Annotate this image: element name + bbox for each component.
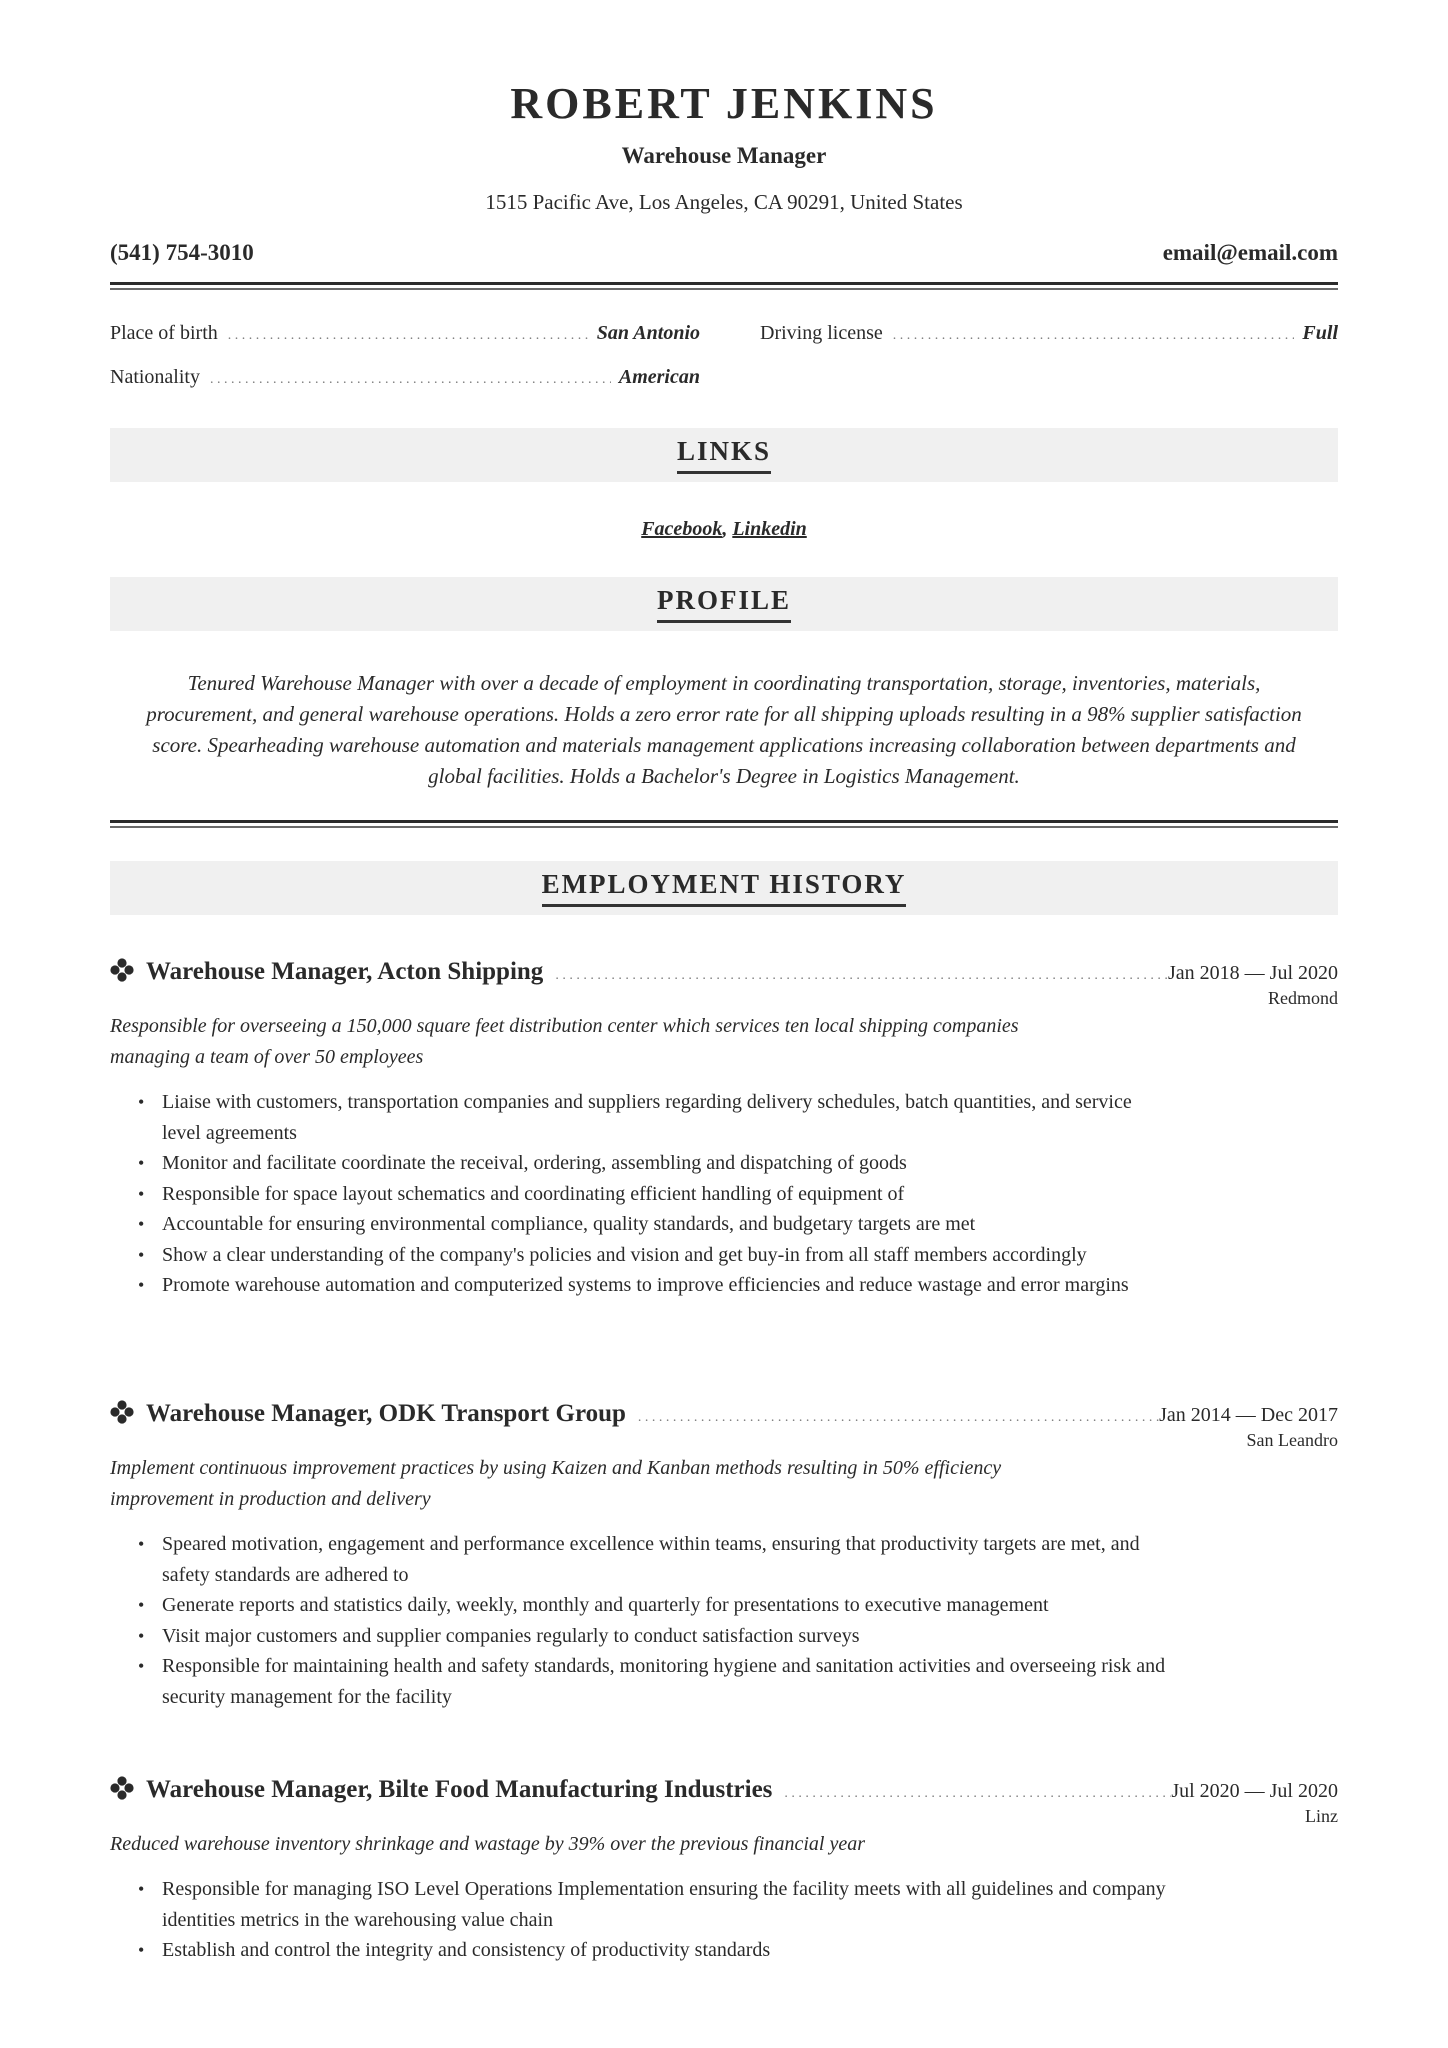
dotted-leader [893, 328, 1295, 344]
detail-place-of-birth [110, 322, 700, 345]
dotted-leader [626, 1410, 1159, 1426]
bullet-item: • Show a clear understanding of the company's policies and vision and get buy-in from all staff members accordingly [162, 1240, 1172, 1271]
job-location: Linz [1305, 1806, 1338, 1826]
bullet-item: • Responsible for space layout schematics and coordinating efficient handling of equipment of [162, 1179, 1172, 1210]
clover-icon [110, 1776, 134, 1800]
link-facebook[interactable]: Facebook [641, 518, 723, 540]
dotted-leader [210, 372, 611, 388]
bullet-item: • Establish and control the integrity and consistency of productivity standards [162, 1935, 1172, 1966]
job-dates: Jan 2018 — Jul 2020 [1168, 962, 1338, 984]
job-dates: Jul 2020 — Jul 2020 [1171, 1780, 1338, 1802]
section-title: LINKS [677, 436, 771, 474]
bullet-item: • Accountable for ensuring environmental compliance, quality standards, and budgetary targets are met [162, 1209, 1172, 1240]
bullet-item: • Responsible for managing ISO Level Operations Implementation ensuring the facility meets with all guidelines and company identities metrics in the warehousing value chain [162, 1874, 1172, 1935]
detail-label: Nationality [110, 366, 200, 388]
profile-divider [110, 820, 1338, 828]
links-separator: , [722, 518, 733, 540]
section-header-employment [110, 861, 1338, 915]
link-linkedin[interactable]: Linkedin [732, 518, 807, 540]
section-title: PROFILE [657, 585, 791, 623]
clover-icon [110, 958, 134, 982]
detail-label: Driving license [760, 322, 883, 344]
section-title: EMPLOYMENT HISTORY [542, 869, 907, 907]
bullet-item: • Responsible for maintaining health and safety standards, monitoring hygiene and sanitation activities and overseeing risk and security management for the facility [162, 1651, 1172, 1712]
detail-value: American [618, 366, 700, 388]
clover-icon [110, 1400, 134, 1424]
section-header-profile [110, 577, 1338, 631]
section-header-links [110, 428, 1338, 482]
dotted-leader [228, 328, 589, 344]
job-dates: Jan 2014 — Dec 2017 [1159, 1404, 1338, 1426]
job-header [110, 1773, 1338, 1804]
candidate-name: ROBERT JENKINS [510, 79, 938, 128]
bullet-item: • Generate reports and statistics daily, weekly, monthly and quarterly for presentations to executive management [162, 1590, 1172, 1621]
candidate-title: Warehouse Manager [621, 143, 827, 168]
bullet-item: • Visit major customers and supplier companies regularly to conduct satisfaction surveys [162, 1621, 1172, 1652]
job-bullets [110, 1529, 1172, 1712]
job-bullets [110, 1087, 1172, 1301]
bullet-item: • Liaise with customers, transportation companies and suppliers regarding delivery schedules, batch quantities, and service level agreements [162, 1087, 1172, 1148]
bullet-item: • Promote warehouse automation and computerized systems to improve efficiencies and reduce wastage and error margins [162, 1270, 1172, 1301]
detail-label: Place of birth [110, 322, 218, 344]
header-divider [110, 282, 1338, 290]
job-header [110, 1397, 1338, 1428]
profile-summary: Tenured Warehouse Manager with over a decade of employment in coordinating transportation, storage, inventories, materials, procurement, and general warehouse operations. Holds a zero error rate for all shipping uploads resulting in a 98% supplier satisfaction score. Spearheading warehouse automation and materials management applications increasing collaboration between departments and global facilities. Holds a Bachelor's Degree in Logistics Management. [146, 671, 1302, 788]
bullet-item: • Speared motivation, engagement and performance excellence within teams, ensuring that productivity targets are met, and safety standards are adhered to [162, 1529, 1172, 1590]
dotted-leader [543, 968, 1168, 984]
job-entry [110, 955, 1338, 1301]
job-description: Responsible for overseeing a 150,000 square feet distribution center which services ten local shipping companies managing a team of over 50 employees [110, 1015, 1019, 1068]
detail-driving-license [760, 322, 1338, 345]
job-description: Reduced warehouse inventory shrinkage and wastage by 39% over the previous financial year [110, 1833, 866, 1855]
bullet-item: • Monitor and facilitate coordinate the receival, ordering, assembling and dispatching of goods [162, 1148, 1172, 1179]
links-list [110, 518, 1338, 541]
job-location: San Leandro [1246, 1430, 1338, 1450]
candidate-address: 1515 Pacific Ave, Los Angeles, CA 90291, United States [485, 190, 963, 214]
job-title: Warehouse Manager, Bilte Food Manufacturing Industries [146, 1776, 773, 1803]
detail-value: San Antonio [596, 322, 700, 344]
job-entry [110, 1773, 1338, 1966]
job-title: Warehouse Manager, ODK Transport Group [146, 1400, 626, 1427]
job-bullets [110, 1874, 1172, 1966]
contact-row [110, 240, 1338, 266]
email-address[interactable]: email@email.com [1162, 240, 1338, 265]
job-title: Warehouse Manager, Acton Shipping [146, 958, 544, 985]
detail-nationality [110, 366, 700, 389]
job-location: Redmond [1268, 988, 1338, 1008]
job-header [110, 955, 1338, 986]
job-entry [110, 1397, 1338, 1712]
phone-number[interactable]: (541) 754-3010 [110, 240, 254, 265]
detail-value: Full [1302, 322, 1338, 344]
job-description: Implement continuous improvement practices by using Kaizen and Kanban methods resulting in 50% efficiency improvement in production and delivery [110, 1457, 1002, 1510]
dotted-leader [772, 1786, 1171, 1802]
